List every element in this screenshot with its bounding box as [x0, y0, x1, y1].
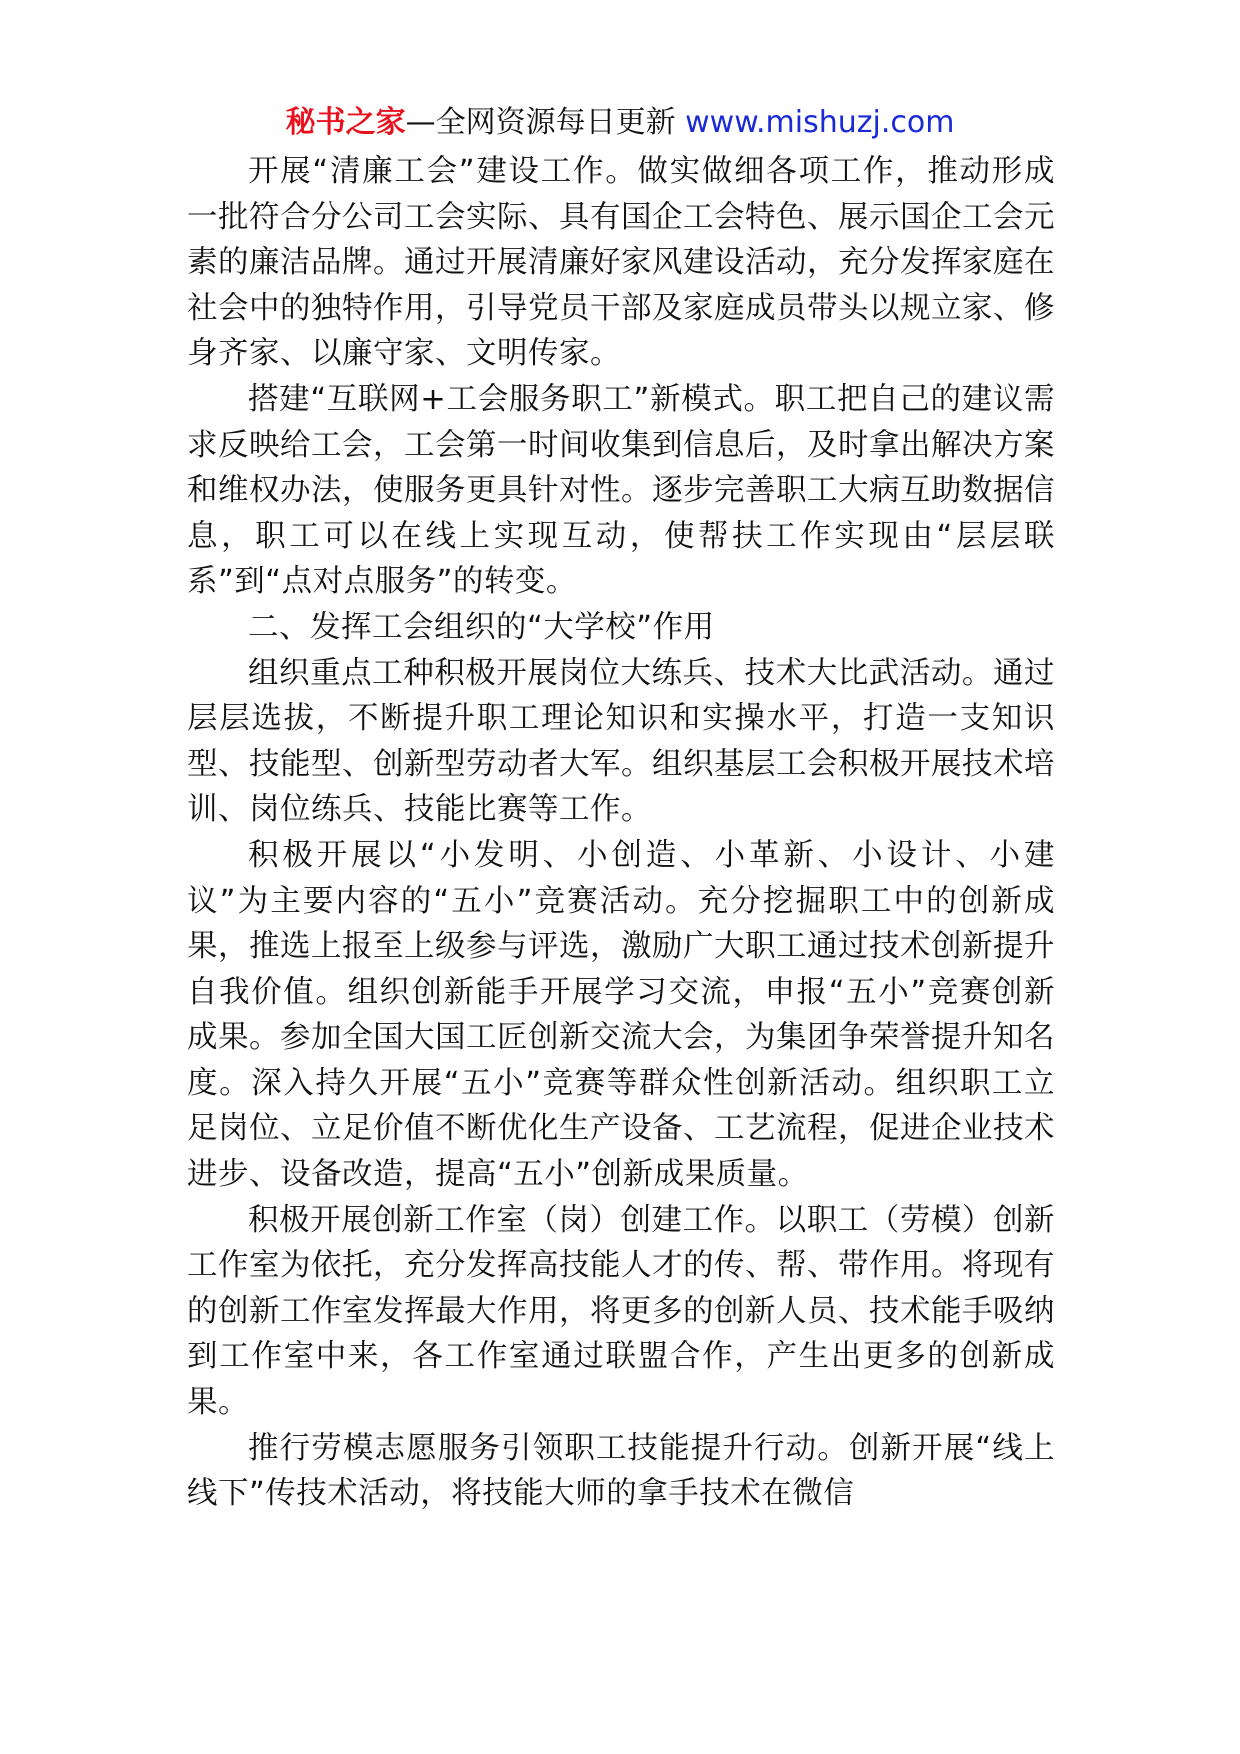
site-header	[0, 100, 1240, 146]
paragraph-internet-plus: 搭建“互联网+工会服务职工”新模式。职工把自己的建议需求反映给工会，工会第一时间收集到信息后，及时拿出解决方案和维权办法，使服务更具针对性。逐步完善职工大病互助数据信息，职工可以在线上实现互动，使帮扶工作实现由“层层联系”到“点对点服务”的转变。	[187, 381, 1055, 600]
header-slogan: —全网资源每日更新	[405, 105, 686, 140]
paragraph-five-small: 积极开展以“小发明、小创造、小革新、小设计、小建议”为主要内容的“五小”竞赛活动。充分挖掘职工中的创新成果，推选上报至上级参与评选，激励广大职工通过技术创新提升自我价值。组织创新能手开展学习交流，申报“五小”竞赛创新成果。参加全国大国工匠创新交流大会，为集团争荣誉提升知名度。深入持久开展“五小”竞赛等群众性创新活动。组织职工立足岗位、立足价值不断优化生产设备、工艺流程，促进企业技术进步、设备改造，提高“五小”创新成果质量。	[187, 837, 1055, 1193]
section-heading-university: 二、发挥工会组织的“大学校”作用	[248, 609, 715, 645]
document-body	[187, 149, 1055, 1517]
brand-name: 秘书之家	[285, 105, 406, 140]
paragraph-clean-union: 开展“清廉工会”建设工作。做实做细各项工作，推动形成一批符合分公司工会实际、具有国企工会特色、展示国企工会元素的廉洁品牌。通过开展清廉好家风建设活动，充分发挥家庭在社会中的独特作用，引导党员干部及家庭成员带头以规立家、修身齐家、以廉守家、文明传家。	[187, 154, 1055, 372]
site-url[interactable]: www.mishuzj.com	[685, 105, 955, 140]
paragraph-innovation-studio: 积极开展创新工作室（岗）创建工作。以职工（劳模）创新工作室为依托，充分发挥高技能人才的传、帮、带作用。将现有的创新工作室发挥最大作用，将更多的创新人员、技术能手吸纳到工作室中来，各工作室通过联盟合作，产生出更多的创新成果。	[187, 1202, 1055, 1421]
paragraph-skill-competition: 组织重点工种积极开展岗位大练兵、技术大比武活动。通过层层选拔，不断提升职工理论知识和实操水平，打造一支知识型、技能型、创新型劳动者大军。组织基层工会积极开展技术培训、岗位练兵、技能比赛等工作。	[187, 655, 1055, 828]
paragraph-model-volunteer: 推行劳模志愿服务引领职工技能提升行动。创新开展“线上线下”传技术活动，将技能大师的拿手技术在微信	[187, 1430, 1055, 1512]
